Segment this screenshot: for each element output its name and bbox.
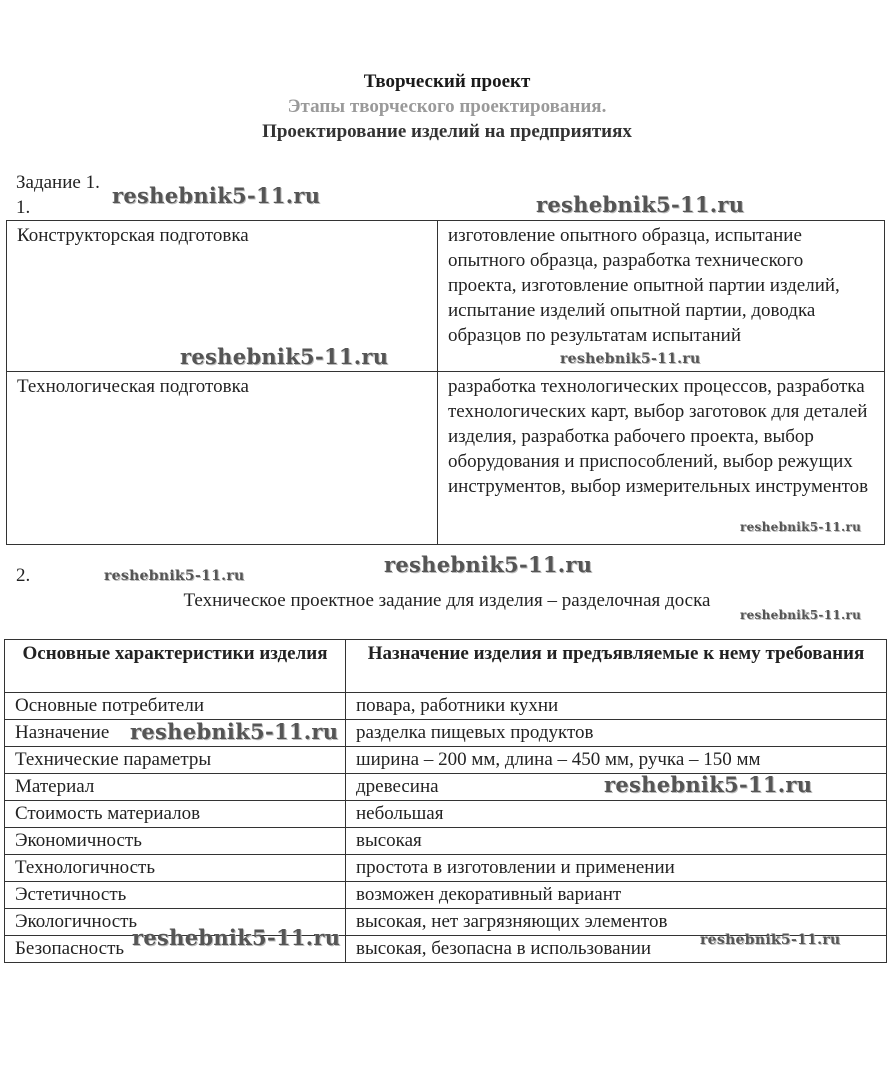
doc-subtitle-design: Проектирование изделий на предприятиях: [262, 121, 632, 142]
watermark: reshebnik5-11.ru: [384, 552, 593, 577]
cell-characteristic: Безопасность: [5, 936, 346, 963]
doc-title: Творческий проект: [363, 71, 531, 92]
cell-value: высокая, нет загрязняющих элементов: [346, 909, 887, 936]
watermark: reshebnik5-11.ru: [560, 351, 701, 367]
column-header-requirements: Назначение изделия и предъявляемые к нему требования: [346, 640, 887, 693]
watermark: reshebnik5-11.ru: [130, 719, 339, 744]
doc-subtitle-stages: Этапы творческого проектирования.: [287, 96, 607, 117]
table-cell-stage: Конструкторская подготовка: [7, 221, 438, 372]
watermark: reshebnik5-11.ru: [180, 344, 389, 369]
table-row: [7, 372, 885, 545]
cell-value: возможен декоративный вариант: [346, 882, 887, 909]
watermark: reshebnik5-11.ru: [740, 608, 862, 622]
spec-title: Техническое проектное задание для изделия – разделочная доска: [183, 590, 711, 611]
cell-characteristic: Технологичность: [5, 855, 346, 882]
cell-value: разделка пищевых продуктов: [346, 720, 887, 747]
cell-characteristic: Основные потребители: [5, 693, 346, 720]
table-row: [5, 882, 887, 909]
watermark: reshebnik5-11.ru: [740, 520, 862, 534]
table-row: [5, 801, 887, 828]
watermark: reshebnik5-11.ru: [604, 772, 813, 797]
cell-characteristic: Экономичность: [5, 828, 346, 855]
watermark: reshebnik5-11.ru: [104, 568, 245, 584]
column-header-characteristic: Основные характеристики изделия: [5, 640, 346, 693]
cell-value: небольшая: [346, 801, 887, 828]
table-cell-description: изготовление опытного образца, испытание опытного образца, разработка технического проекта, изготовление опытной партии изделий, испытание изделий опытной партии, доводка образцов по результатам испытаний: [438, 221, 885, 372]
cell-value: высокая, безопасна в использовании: [346, 936, 887, 963]
cell-value: высокая: [346, 828, 887, 855]
cell-characteristic: Назначение: [5, 720, 346, 747]
cell-characteristic: Технические параметры: [5, 747, 346, 774]
cell-value: ширина – 200 мм, длина – 450 мм, ручка – 150 мм: [346, 747, 887, 774]
table-row: [5, 828, 887, 855]
table-row: [5, 747, 887, 774]
spec-table: [4, 639, 887, 963]
item-number-1: 1.: [16, 197, 31, 218]
cell-value: повара, работники кухни: [346, 693, 887, 720]
preparation-table: [6, 220, 885, 545]
cell-characteristic: Экологичность: [5, 909, 346, 936]
table-row: [5, 855, 887, 882]
cell-characteristic: Материал: [5, 774, 346, 801]
table-header-row: [5, 640, 887, 693]
watermark: reshebnik5-11.ru: [132, 925, 341, 950]
cell-value: простота в изготовлении и применении: [346, 855, 887, 882]
table-row: [5, 693, 887, 720]
cell-characteristic: Стоимость материалов: [5, 801, 346, 828]
cell-value: древесина: [346, 774, 887, 801]
table-row: [7, 221, 885, 372]
table-cell-description: разработка технологических процессов, разработка технологических карт, выбор заготовок для деталей изделия, разработка рабочего проекта, выбор оборудования и приспособлений, выбор режущих инструментов, выбор измерительных инструментов: [438, 372, 885, 545]
table-cell-stage: Технологическая подготовка: [7, 372, 438, 545]
task-label: Задание 1.: [16, 172, 100, 193]
watermark: reshebnik5-11.ru: [112, 183, 321, 208]
cell-characteristic: Эстетичность: [5, 882, 346, 909]
item-number-2: 2.: [16, 565, 31, 586]
watermark: reshebnik5-11.ru: [700, 932, 841, 948]
watermark: reshebnik5-11.ru: [536, 192, 745, 217]
